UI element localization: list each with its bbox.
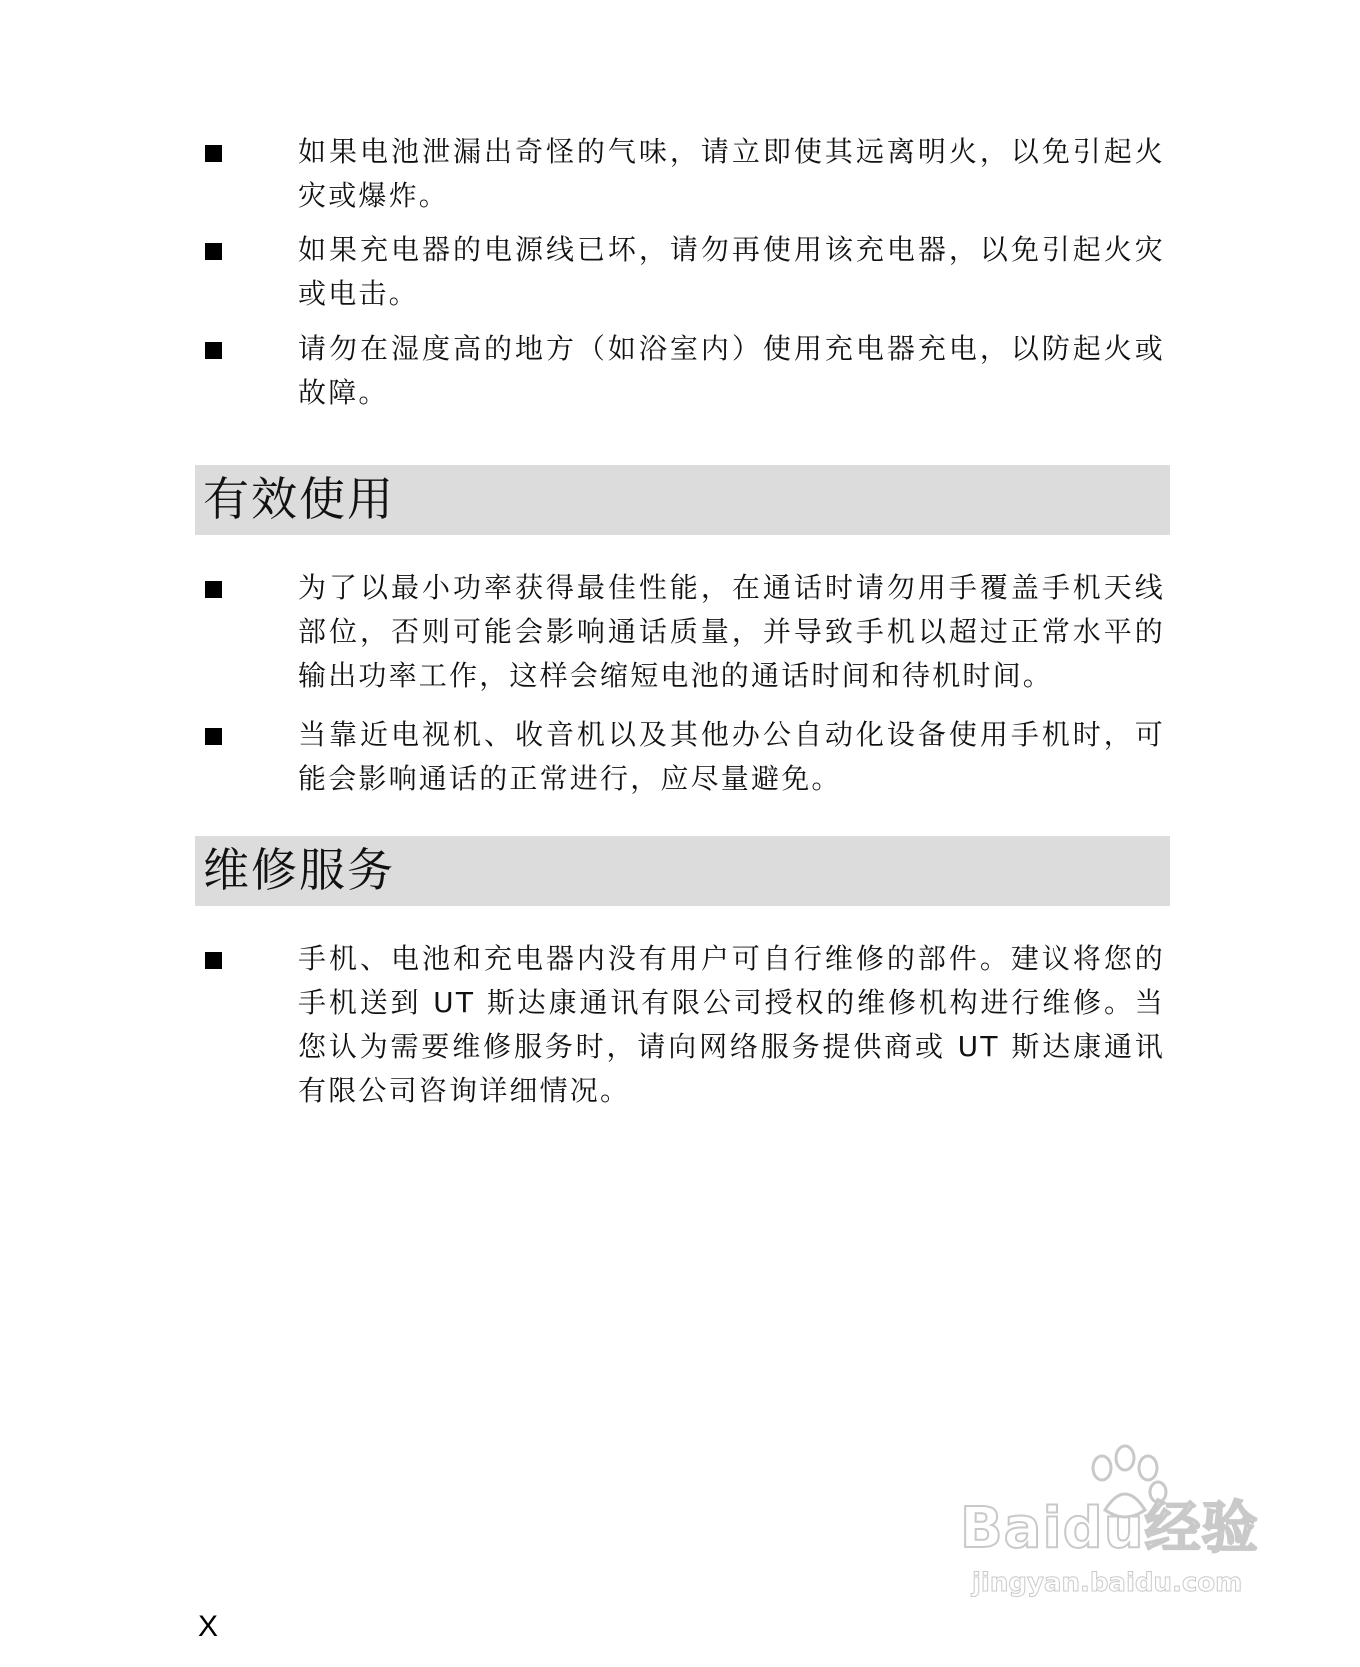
square-bullet-icon bbox=[205, 145, 222, 162]
square-bullet-icon bbox=[205, 728, 222, 745]
section-heading-text: 维修服务 bbox=[203, 843, 395, 897]
list-item bbox=[205, 228, 1165, 316]
baidu-jingyan-watermark bbox=[960, 1440, 1290, 1600]
list-item-text: 如果充电器的电源线已坏，请勿再使用该充电器，以免引起火灾或电击。 bbox=[298, 233, 1165, 310]
section-heading-repair-service bbox=[195, 836, 1170, 906]
list-item-text: 如果电池泄漏出奇怪的气味，请立即使其远离明火，以免引起火灾或爆炸。 bbox=[298, 135, 1165, 212]
square-bullet-icon bbox=[205, 342, 222, 359]
list-item-text: 请勿在湿度高的地方（如浴室内）使用充电器充电，以防起火或故障。 bbox=[298, 332, 1165, 409]
list-item bbox=[205, 566, 1165, 698]
section-heading-text: 有效使用 bbox=[203, 472, 395, 526]
square-bullet-icon bbox=[205, 243, 222, 260]
list-item-text: 当靠近电视机、收音机以及其他办公自动化设备使用手机时，可能会影响通话的正常进行，应尽量避免。 bbox=[298, 718, 1165, 795]
list-item bbox=[205, 130, 1165, 218]
list-item bbox=[205, 937, 1165, 1113]
list-item-text: 为了以最小功率获得最佳性能，在通话时请勿用手覆盖手机天线部位，否则可能会影响通话质量，并导致手机以超过正常水平的输出功率工作，这样会缩短电池的通话时间和待机时间。 bbox=[298, 571, 1165, 692]
watermark-brand: Baidu经验 bbox=[960, 1496, 1259, 1561]
list-item bbox=[205, 327, 1165, 415]
list-item bbox=[205, 713, 1165, 801]
section-heading-efficient-use bbox=[195, 465, 1170, 535]
square-bullet-icon bbox=[205, 952, 222, 969]
list-item-text: 手机、电池和充电器内没有用户可自行维修的部件。建议将您的手机送到 UT 斯达康通讯有限公司授权的维修机构进行维修。当您认为需要维修服务时，请向网络服务提供商或 UT 斯达康通讯有限公司咨询详细情况。 bbox=[298, 942, 1165, 1107]
square-bullet-icon bbox=[205, 581, 222, 598]
page-number: X bbox=[198, 1610, 219, 1643]
watermark-url: jingyan.baidu.com bbox=[972, 1568, 1243, 1598]
